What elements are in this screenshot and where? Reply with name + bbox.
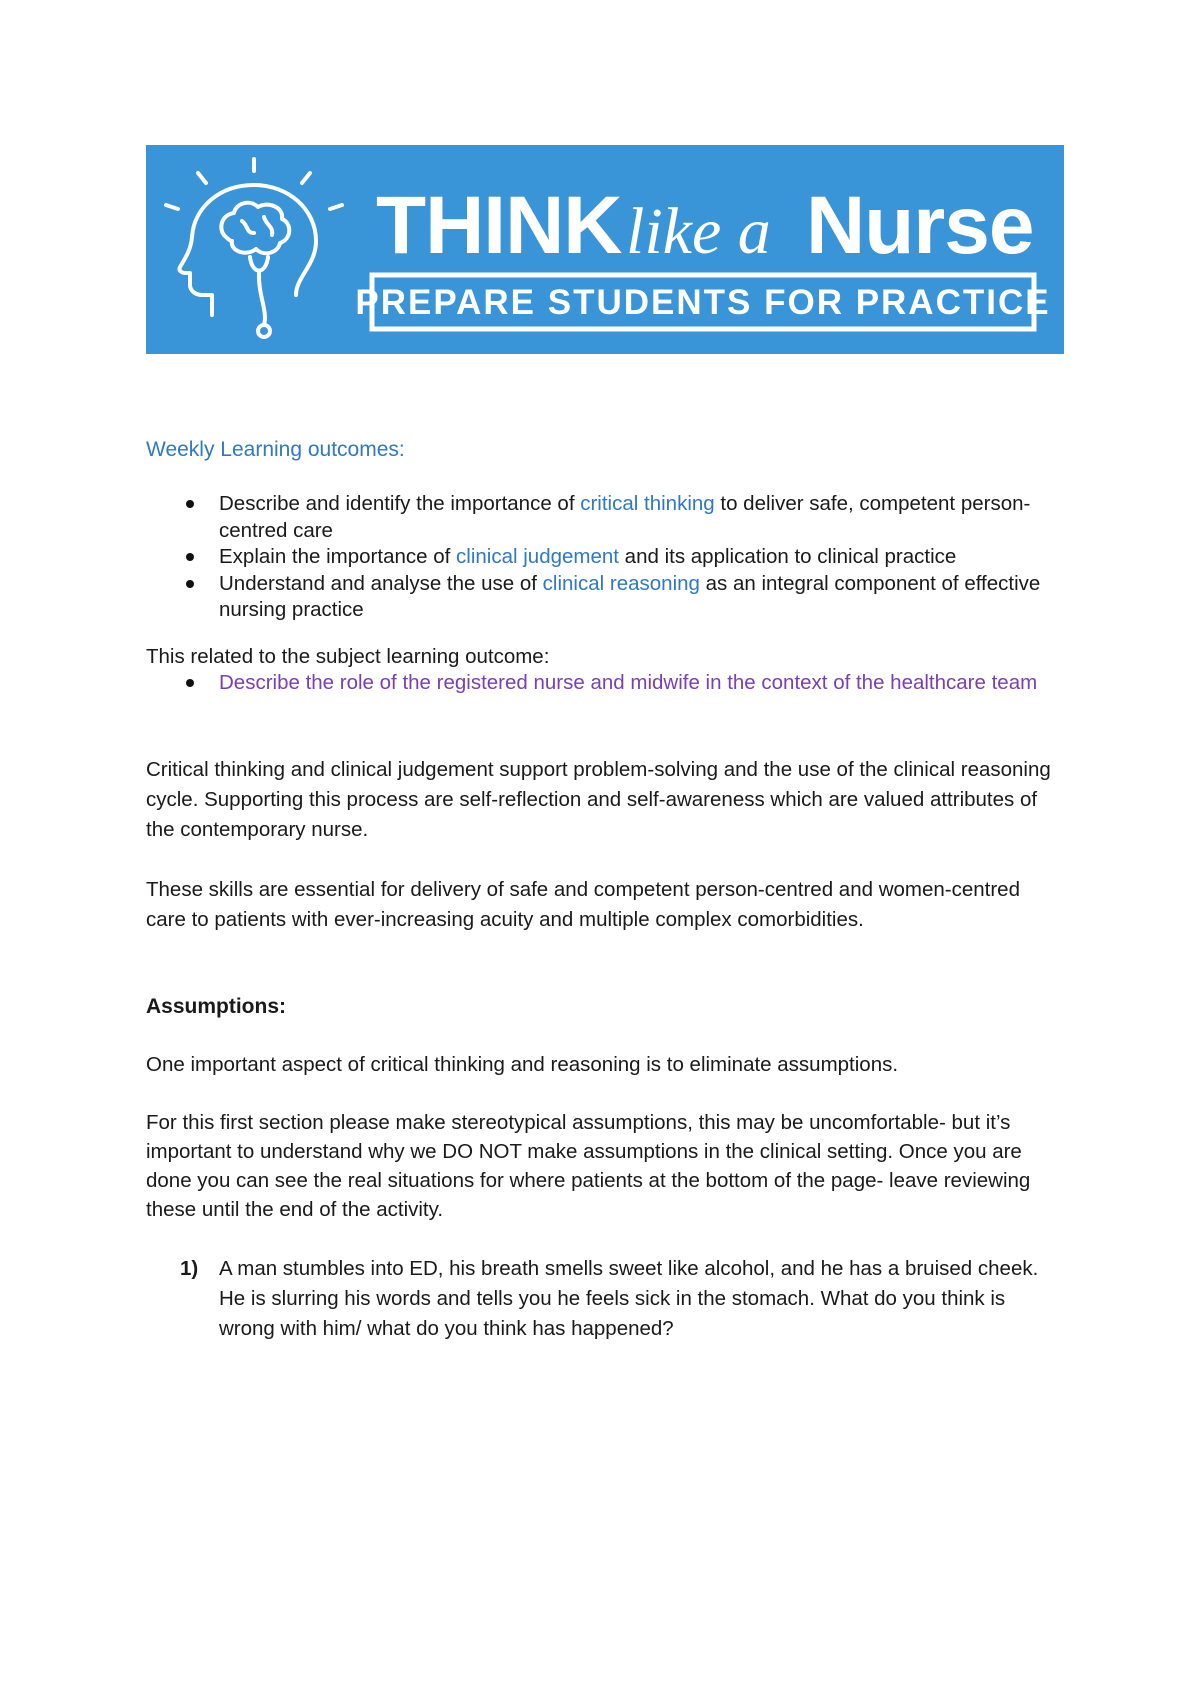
- subject-outcome-intro: This related to the subject learning outcome:: [146, 644, 550, 668]
- question-item: [146, 1254, 1064, 1344]
- learning-outcomes-list: [146, 491, 1064, 624]
- think-like-a-nurse-banner: [146, 145, 1064, 354]
- weekly-learning-outcomes-heading: Weekly Learning outcomes:: [146, 438, 405, 461]
- list-item: [146, 544, 1064, 571]
- paragraph-critical-thinking: Critical thinking and clinical judgement support problem-solving and the use of the clinical reasoning cycle. Supporting this process are self-reflection and self-awareness which are valued attributes of the contemporary nurse.: [146, 757, 1051, 841]
- question-text: A man stumbles into ED, his breath smells sweet like alcohol, and he has a bruised cheek. He is slurring his words and tells you he feels sick in the stomach. What do you think is wrong with him/ what do you think has happened?: [219, 1256, 1039, 1340]
- banner-graphic: [146, 145, 1064, 354]
- banner-subtitle: PREPARE STUDENTS FOR PRACTICE: [355, 283, 1051, 322]
- bullet-icon: [186, 553, 194, 561]
- outcome-text: Explain the importance of: [219, 545, 457, 568]
- outcome-text: as an integral component of effective nursing practice: [219, 571, 1041, 621]
- outcome-highlight: critical thinking: [580, 492, 715, 515]
- outcome-text: and its application to clinical practice: [618, 545, 957, 568]
- subject-outcome-text: Describe the role of the registered nurse and midwife in the context of the healthcare team: [219, 671, 1038, 694]
- outcome-text: Describe and identify the importance of: [219, 492, 581, 515]
- banner-title-think: THINK: [376, 180, 622, 271]
- banner-title-like-a: like a: [626, 195, 771, 268]
- outcome-highlight: clinical judgement: [456, 545, 619, 568]
- assumptions-paragraph-1: One important aspect of critical thinking and reasoning is to eliminate assumptions.: [146, 1052, 899, 1076]
- outcome-highlight: clinical reasoning: [542, 571, 700, 595]
- list-item: [146, 670, 1064, 697]
- list-item: [146, 491, 1064, 544]
- bullet-icon: [186, 580, 194, 588]
- bullet-icon: [186, 679, 194, 687]
- assumptions-heading: Assumptions:: [146, 994, 287, 1018]
- bullet-icon: [186, 500, 194, 508]
- document-body: [146, 436, 1064, 1344]
- subject-outcome-list: [146, 670, 1064, 697]
- assumptions-paragraph-2: For this first section please make stereotypical assumptions, this may be uncomfortable- but it’s important to understand why we DO NOT make assumptions in the clinical setting. Once you are done you can see the real situations for where patients at the bottom of the page- leave reviewing these until the end of the activity.: [146, 1110, 1031, 1221]
- question-number: 1): [180, 1256, 199, 1280]
- paragraph-skills: These skills are essential for delivery of safe and competent person-centred and women-centred care to patients with ever-increasing acuity and multiple complex comorbidities.: [146, 877, 1020, 931]
- outcome-text: Understand and analyse the use of: [219, 571, 543, 595]
- brain-head-stethoscope-icon: [166, 159, 342, 337]
- banner-title-nurse: Nurse: [806, 180, 1034, 271]
- outcome-text: to deliver safe, competent person-centred care: [219, 492, 1031, 542]
- list-item: [146, 571, 1064, 624]
